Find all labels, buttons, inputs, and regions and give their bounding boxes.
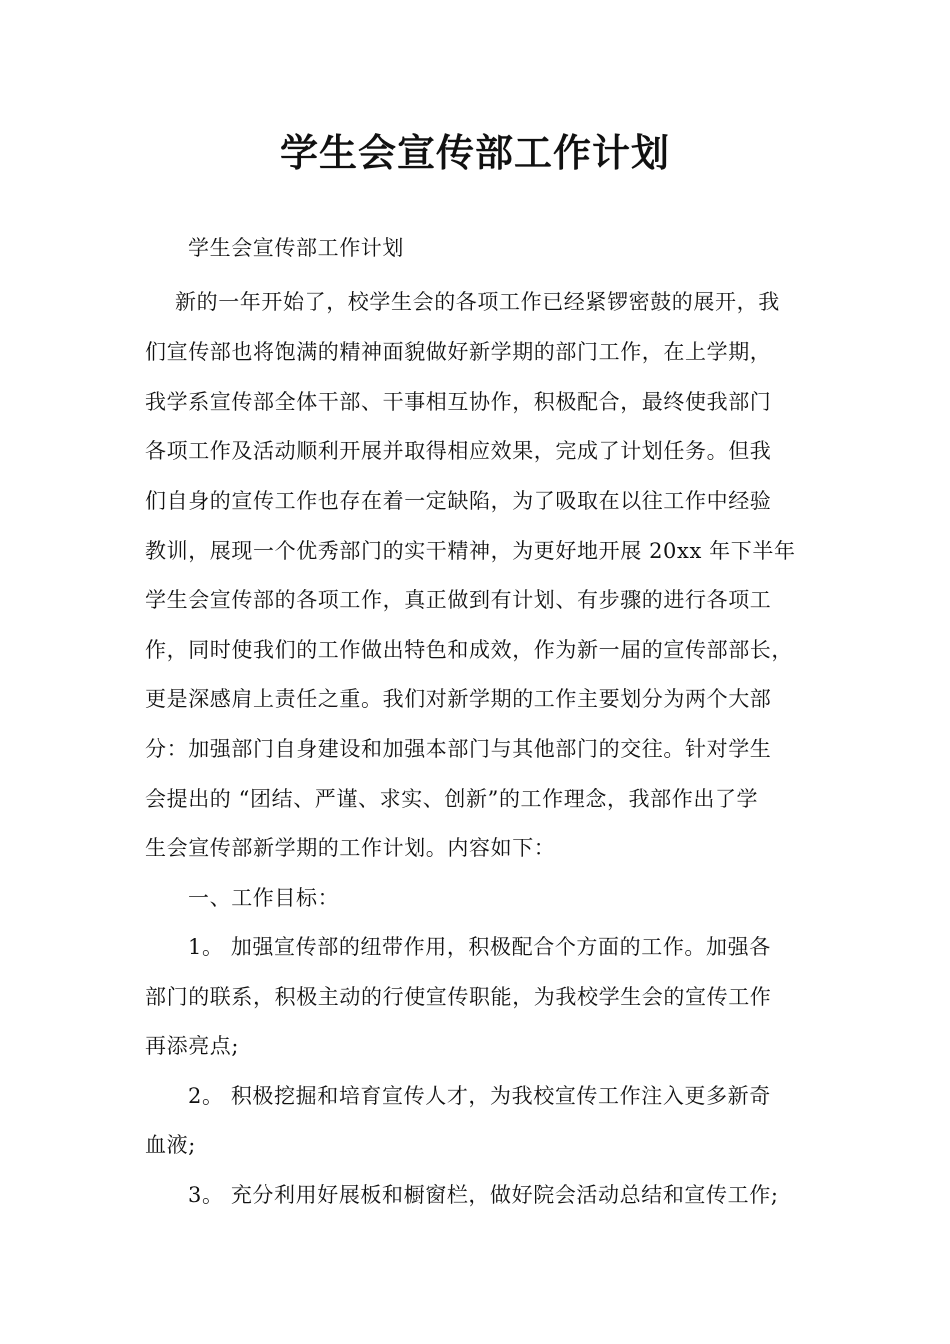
paragraph-line: 新的一年开始了，校学生会的各项工作已经紧锣密鼓的展开，我 <box>175 290 780 314</box>
paragraph-line: 会提出的 “团结、严谨、求实、创新”的工作理念，我部作出了学 <box>145 787 759 811</box>
paragraph-line: 学生会宣传部的各项工作，真正做到有计划、有步骤的进行各项工 <box>145 588 772 612</box>
paragraph-line: 我学系宣传部全体干部、干事相互协作，积极配合，最终使我部门 <box>145 390 772 414</box>
list-item-line: 血液; <box>145 1133 196 1157</box>
paragraph-line: 更是深感肩上责任之重。我们对新学期的工作主要划分为两个大部 <box>145 687 772 711</box>
paragraph-line: 分：加强部门自身建设和加强本部门与其他部门的交往。针对学生 <box>145 737 772 761</box>
list-item-line: 1。 加强宣传部的纽带作用，积极配合个方面的工作。加强各 <box>188 935 771 959</box>
document-title: 学生会宣传部工作计划 <box>279 131 670 175</box>
paragraph-line: 生会宣传部新学期的工作计划。内容如下： <box>145 836 556 860</box>
list-item-line: 再添亮点; <box>145 1034 240 1058</box>
list-item-line: 部门的联系，积极主动的行使宣传职能，为我校学生会的宣传工作 <box>145 985 772 1009</box>
document-subtitle: 学生会宣传部工作计划 <box>188 236 404 260</box>
paragraph-line: 们宣传部也将饱满的精神面貌做好新学期的部门工作，在上学期， <box>145 340 772 364</box>
list-item-line: 3。 充分利用好展板和橱窗栏，做好院会活动总结和宣传工作; <box>188 1183 779 1207</box>
paragraph-line: 们自身的宣传工作也存在着一定缺陷，为了吸取在以往工作中经验 <box>145 489 772 513</box>
section-heading: 一、工作目标： <box>188 886 340 910</box>
paragraph-line: 作，同时使我们的工作做出特色和成效，作为新一届的宣传部部长， <box>145 638 793 662</box>
paragraph-line: 各项工作及活动顺利开展并取得相应效果，完成了计划任务。但我 <box>145 439 772 463</box>
list-item-line: 2。 积极挖掘和培育宣传人才，为我校宣传工作注入更多新奇 <box>188 1084 771 1108</box>
paragraph-line: 教训，展现一个优秀部门的实干精神，为更好地开展 20xx 年下半年 <box>145 539 796 563</box>
